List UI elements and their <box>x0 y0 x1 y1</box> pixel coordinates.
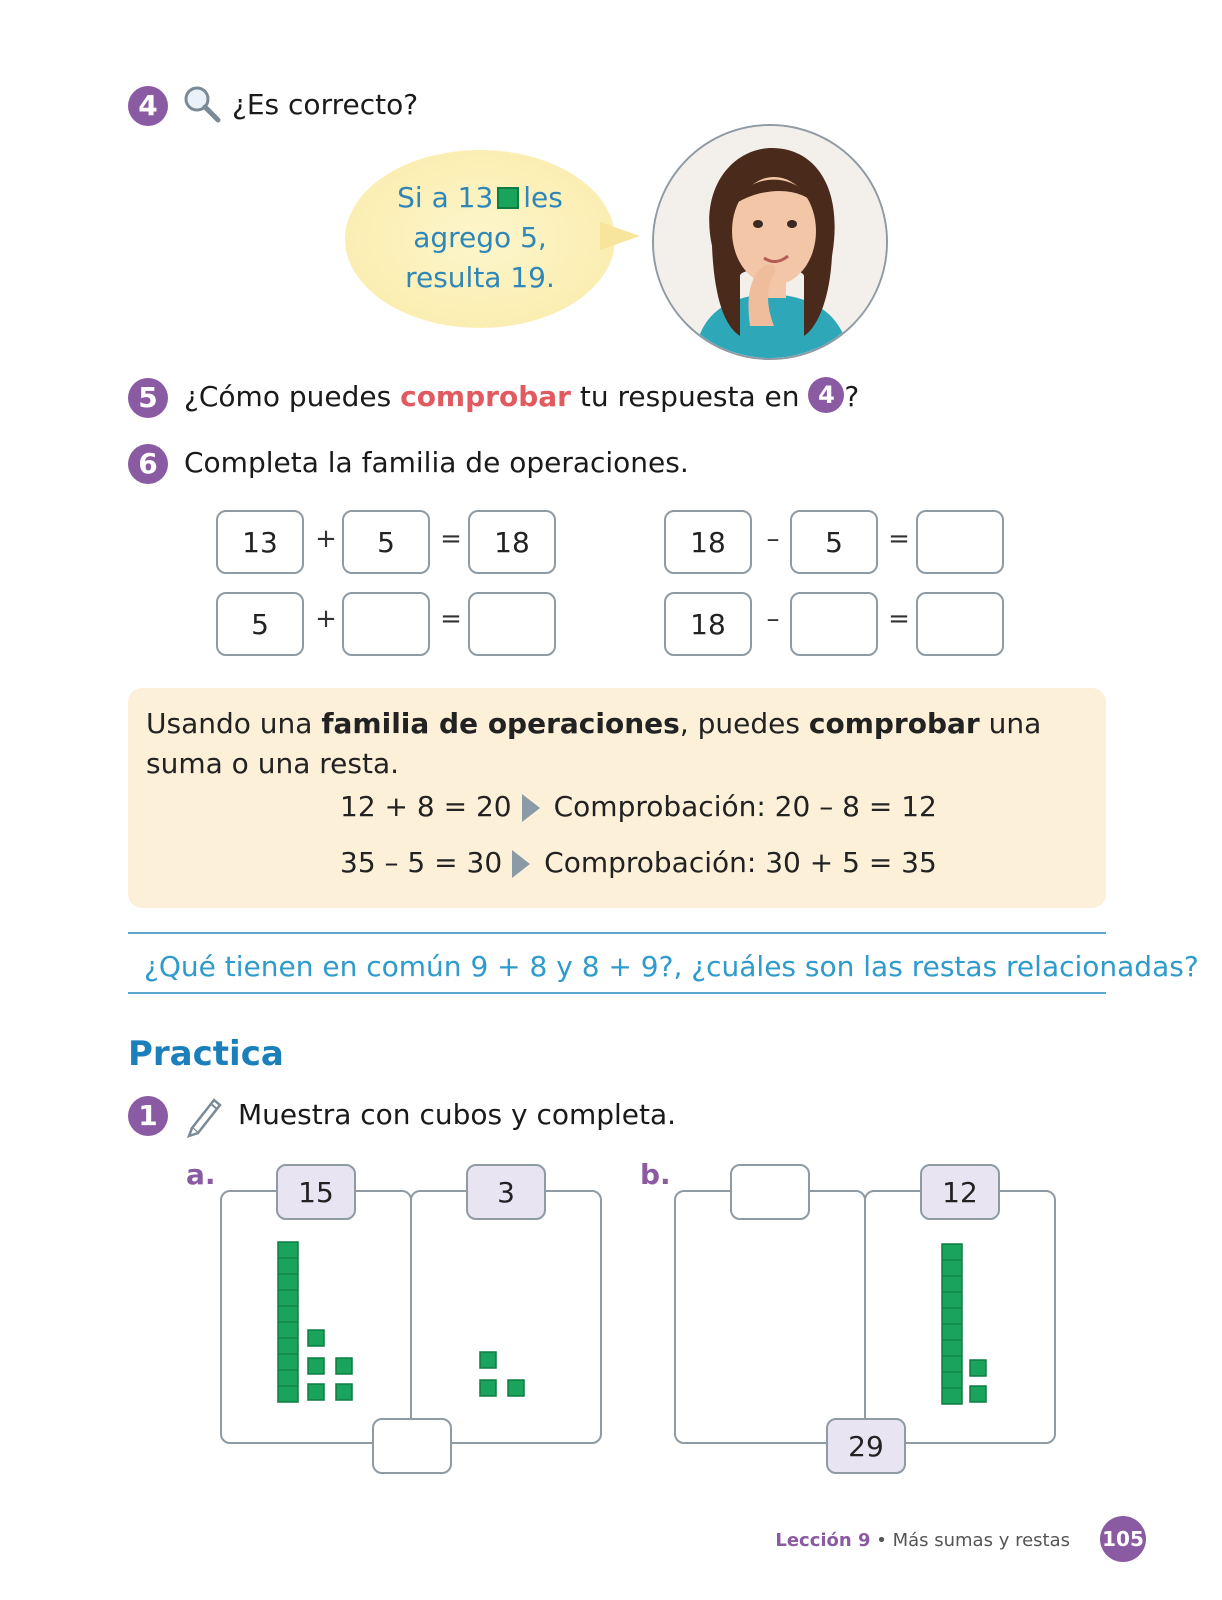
practice-1-badge: 1 <box>128 1096 168 1136</box>
page-number: 105 <box>1100 1516 1146 1562</box>
equals-sign: = <box>440 524 462 554</box>
girl-portrait <box>652 124 888 360</box>
example-1-operation: 12 + 8 = 20 <box>340 790 512 823</box>
info-text <box>146 704 1086 784</box>
divider-bottom <box>128 992 1106 994</box>
section-title: Practica <box>128 1034 284 1074</box>
minus-sign: – <box>766 524 780 554</box>
cubes-twelve-icon <box>938 1242 998 1406</box>
equals-sign: = <box>440 604 462 634</box>
info-bold-2: comprobar <box>808 707 980 740</box>
part-a-left-tag: 15 <box>276 1164 356 1220</box>
q5-ref-badge: 4 <box>808 377 844 413</box>
minus-sign: – <box>766 604 780 634</box>
info-example-2 <box>340 846 937 879</box>
family-answer-box[interactable] <box>916 510 1004 574</box>
family-answer-box[interactable] <box>916 592 1004 656</box>
family-box[interactable]: 18 <box>664 592 752 656</box>
part-b-right-panel <box>864 1190 1056 1444</box>
info-bold-1: familia de operaciones <box>321 707 680 740</box>
part-b-right-tag: 12 <box>920 1164 1000 1220</box>
question-5-badge: 5 <box>128 378 168 418</box>
equals-sign: = <box>888 524 910 554</box>
part-a-right-tag: 3 <box>466 1164 546 1220</box>
family-box[interactable]: 5 <box>342 510 430 574</box>
footer-lesson-number: Lección 9 <box>775 1530 871 1551</box>
family-answer-box[interactable] <box>342 592 430 656</box>
q5-text-b: tu respuesta en <box>570 380 809 413</box>
question-6-text: Completa la familia de operaciones. <box>184 446 689 479</box>
question-4-text: ¿Es correcto? <box>232 88 419 121</box>
equals-sign: = <box>888 604 910 634</box>
plus-sign: + <box>315 524 337 554</box>
question-5-text <box>184 380 859 414</box>
practice-1-text: Muestra con cubos y completa. <box>238 1098 677 1131</box>
footer-separator: • <box>870 1530 893 1551</box>
family-answer-box[interactable] <box>790 592 878 656</box>
info-p1: Usando una <box>146 707 322 740</box>
family-box[interactable]: 5 <box>790 510 878 574</box>
think-question: ¿Qué tienen en común 9 + 8 y 8 + 9?, ¿cuáles son las restas relacionadas? <box>144 950 1199 983</box>
family-box[interactable]: 5 <box>216 592 304 656</box>
footer-lesson <box>775 1530 1070 1551</box>
arrow-right-icon <box>522 794 540 822</box>
family-box[interactable]: 13 <box>216 510 304 574</box>
magnifier-icon <box>182 84 222 124</box>
part-b-label: b. <box>640 1158 671 1191</box>
plus-sign: + <box>315 604 337 634</box>
arrow-right-icon <box>512 850 530 878</box>
family-box[interactable]: 18 <box>664 510 752 574</box>
part-a-right-panel <box>410 1190 602 1444</box>
cubes-fifteen-icon <box>274 1240 364 1404</box>
info-p3: una suma o una resta. <box>146 707 1042 780</box>
family-answer-box[interactable] <box>468 592 556 656</box>
q5-text-a: ¿Cómo puedes <box>184 380 401 413</box>
example-2-check: Comprobación: 30 + 5 = 35 <box>544 846 937 879</box>
divider-top <box>128 932 1106 934</box>
q5-highlight: comprobar <box>400 380 571 413</box>
bubble-line1-b: les <box>523 181 563 214</box>
part-a-total-box[interactable] <box>372 1418 452 1474</box>
bubble-line1-a: Si a 13 <box>397 181 494 214</box>
part-b-left-box[interactable] <box>730 1164 810 1220</box>
speech-bubble-text <box>345 178 615 298</box>
cube-icon <box>497 187 519 209</box>
bubble-line2: agrego 5, <box>413 221 547 254</box>
cubes-three-icon <box>478 1350 538 1400</box>
part-b-left-panel <box>674 1190 866 1444</box>
example-2-operation: 35 – 5 = 30 <box>340 846 503 879</box>
pencil-icon <box>184 1094 224 1138</box>
question-6-badge: 6 <box>128 444 168 484</box>
bubble-line3: resulta 19. <box>405 261 555 294</box>
part-a-label: a. <box>186 1158 216 1191</box>
family-box[interactable]: 18 <box>468 510 556 574</box>
question-4-badge: 4 <box>128 86 168 126</box>
part-a-left-panel <box>220 1190 412 1444</box>
info-example-1 <box>340 790 937 823</box>
q5-text-c: ? <box>844 380 860 413</box>
footer-lesson-title: Más sumas y restas <box>892 1530 1070 1551</box>
part-b-total-tag: 29 <box>826 1418 906 1474</box>
info-p2: , puedes <box>679 707 809 740</box>
example-1-check: Comprobación: 20 – 8 = 12 <box>553 790 937 823</box>
